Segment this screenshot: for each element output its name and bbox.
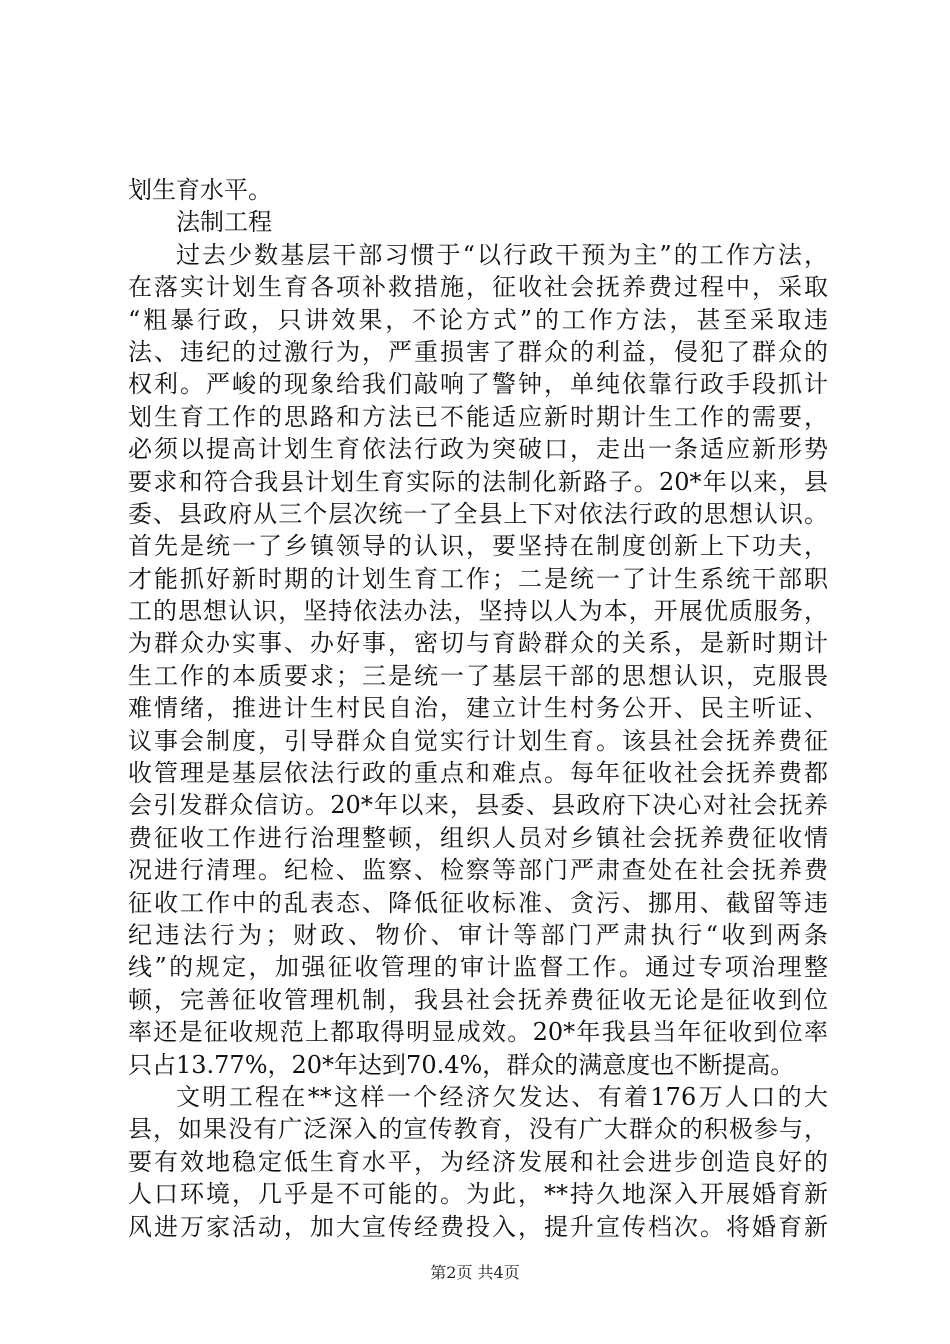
text-line: 为群众办实事、办好事，密切与育龄群众的关系，是新时期计 xyxy=(128,629,828,658)
text-line: “粗暴行政，只讲效果，不论方式”的工作方法，甚至采取违 xyxy=(128,305,828,334)
text-line: 工的思想认识，坚持依法办法，坚持以人为本，开展优质服务， xyxy=(128,597,828,626)
text-line: 在落实计划生育各项补救措施，征收社会抚养费过程中，采取 xyxy=(128,273,828,302)
text-line: 法制工程 xyxy=(176,208,272,237)
page-footer: 第2页 共4页 xyxy=(430,1263,520,1282)
text-line: 才能抓好新时期的计划生育工作；二是统一了计生系统干部职 xyxy=(128,564,828,593)
text-line: 费征收工作进行治理整顿，组织人员对乡镇社会抚养费征收情 xyxy=(128,823,828,852)
text-line: 首先是统一了乡镇领导的认识，要坚持在制度创新上下功夫， xyxy=(128,532,828,561)
text-line: 生工作的本质要求；三是统一了基层干部的思想认识，克服畏 xyxy=(128,661,828,690)
text-line: 委、县政府从三个层次统一了全县上下对依法行政的思想认识。 xyxy=(128,499,828,528)
document-body xyxy=(128,174,828,1243)
text-line: 纪违法行为；财政、物价、审计等部门严肃执行“收到两条 xyxy=(128,920,828,949)
text-line: 线”的规定，加强征收管理的审计监督工作。通过专项治理整 xyxy=(128,953,828,982)
text-line: 要有效地稳定低生育水平，为经济发展和社会进步创造良好的 xyxy=(128,1147,828,1176)
text-line: 议事会制度，引导群众自觉实行计划生育。该县社会抚养费征 xyxy=(128,726,828,755)
text-line: 顿，完善征收管理机制，我县社会抚养费征收无论是征收到位 xyxy=(128,985,828,1014)
text-line: 收管理是基层依法行政的重点和难点。每年征收社会抚养费都 xyxy=(128,759,828,788)
text-line: 文明工程在**这样一个经济欠发达、有着176万人口的大 xyxy=(176,1082,828,1111)
text-line: 风进万家活动，加大宣传经费投入，提升宣传档次。将婚育新 xyxy=(128,1212,828,1241)
text-line: 只占13.77%，20*年达到70.4%，群众的满意度也不断提高。 xyxy=(128,1050,795,1079)
text-line: 权利。严峻的现象给我们敲响了警钟，单纯依靠行政手段抓计 xyxy=(128,370,828,399)
text-line: 必须以提高计划生育依法行政为突破口，走出一条适应新形势 xyxy=(128,435,828,464)
text-line: 况进行清理。纪检、监察、检察等部门严肃查处在社会抚养费 xyxy=(128,856,828,885)
text-line: 过去少数基层干部习惯于“以行政干预为主”的工作方法， xyxy=(176,240,828,269)
text-line: 划生育工作的思路和方法已不能适应新时期计生工作的需要， xyxy=(128,402,828,431)
text-line: 征收工作中的乱表态、降低征收标准、贪污、挪用、截留等违 xyxy=(128,888,828,917)
text-line: 县，如果没有广泛深入的宣传教育，没有广大群众的积极参与， xyxy=(128,1115,828,1144)
text-line: 会引发群众信访。20*年以来，县委、县政府下决心对社会抚养 xyxy=(128,791,828,820)
text-line: 要求和符合我县计划生育实际的法制化新路子。20*年以来，县 xyxy=(128,467,828,496)
text-line: 难情绪，推进计生村民自治，建立计生村务公开、民主听证、 xyxy=(128,694,828,723)
text-line: 人口环境，几乎是不可能的。为此，**持久地深入开展婚育新 xyxy=(128,1180,828,1209)
text-line: 法、违纪的过激行为，严重损害了群众的利益，侵犯了群众的 xyxy=(128,337,828,366)
text-line: 划生育水平。 xyxy=(128,176,272,204)
text-line: 率还是征收规范上都取得明显成效。20*年我县当年征收到位率 xyxy=(128,1018,828,1047)
